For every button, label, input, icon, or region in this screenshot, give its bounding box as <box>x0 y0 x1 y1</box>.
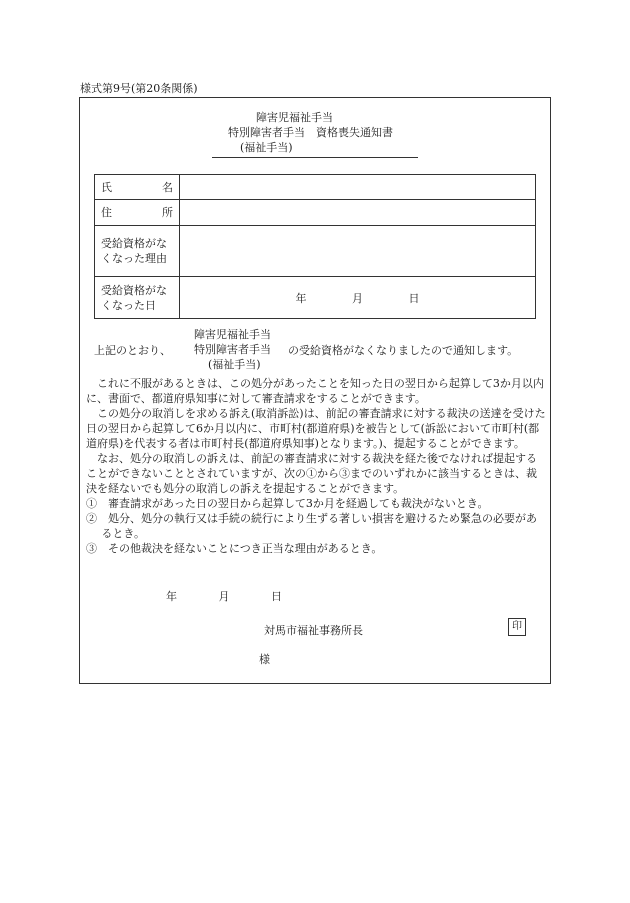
allowance-type-1: 障害児福祉手当 <box>194 328 271 341</box>
exception-item-1: ① 審査請求があった日の翌日から起算して3か月を経過しても裁決がないとき。 <box>86 497 489 510</box>
addressee-honorific: 様 <box>259 653 270 666</box>
notice-lead: 上記のとおり、 <box>94 344 171 357</box>
document-title <box>228 110 393 155</box>
year-unit: 年 <box>295 291 307 305</box>
issue-date <box>166 588 320 604</box>
day-unit: 日 <box>408 291 420 305</box>
date-label: 受給資格がなくなった日 <box>95 277 180 319</box>
issue-day-unit: 日 <box>271 590 282 603</box>
form-number-label: 様式第9号(第20条関係) <box>80 82 198 95</box>
address-label-char-1: 住 <box>101 206 112 219</box>
name-field[interactable] <box>180 175 536 200</box>
reason-field[interactable] <box>180 226 536 277</box>
name-label-char-2: 名 <box>162 180 173 194</box>
reason-label: 受給資格がなくなった理由 <box>95 226 180 277</box>
paragraph-review-request: これに不服があるときは、この処分があったことを知った日の翌日から起算して3か月以内に、書面で、都道府県知事に対して審査請求をすることができます。 <box>86 377 544 405</box>
title-line-2: 特別障害者手当 資格喪失通知書 <box>228 126 393 139</box>
exception-item-2: ② 処分、処分の執行又は手続の続行により生ずる著しい損害を避けるため緊急の必要があるとき。 <box>86 512 537 540</box>
allowance-type-2: 特別障害者手当 <box>194 343 271 356</box>
notice-tail: の受給資格がなくなりましたので通知します。 <box>288 344 519 357</box>
exception-item-3: ③ その他裁決を経ないことにつき正当な理由があるとき。 <box>86 542 383 555</box>
address-label <box>95 200 180 226</box>
title-line-1: 障害児福祉手当 <box>256 111 333 124</box>
title-line-3: (福祉手当) <box>240 141 293 154</box>
paragraph-revocation-suit: この処分の取消しを求める訴え(取消訴訟)は、前記の審査請求に対する裁決の送達を受けた日の翌日から起算して6か月以内に、市町村(都道府県)を被告として(訴訟において市町村(都道府県)を代表する者は市町村長(都道府県知事)となります。)、提起することができます。 <box>86 407 546 450</box>
allowance-type-stack <box>194 327 271 372</box>
address-label-char-2: 所 <box>162 206 173 219</box>
issuing-office: 対馬市福祉事務所長 <box>264 624 363 637</box>
issue-month-unit: 月 <box>218 590 230 603</box>
recipient-info-table <box>94 174 536 319</box>
loss-date-field[interactable] <box>180 277 536 319</box>
issue-year-unit: 年 <box>166 590 177 603</box>
paragraph-exceptions: なお、処分の取消しの訴えは、前記の審査請求に対する裁決を経た後でなければ提起することができないこととされていますが、次の①から③までのいずれかに該当するときは、裁決を経ないでも処分の取消しの訴えを提起することができます。 <box>86 452 537 495</box>
month-unit: 月 <box>352 291 363 305</box>
title-underline <box>212 157 418 158</box>
appeal-instructions <box>86 376 546 556</box>
seal-mark: 印 <box>508 618 526 636</box>
name-label-char-1: 氏 <box>101 180 112 194</box>
allowance-type-3: (福祉手当) <box>208 358 261 371</box>
name-label <box>95 175 180 200</box>
address-field[interactable] <box>180 200 536 226</box>
